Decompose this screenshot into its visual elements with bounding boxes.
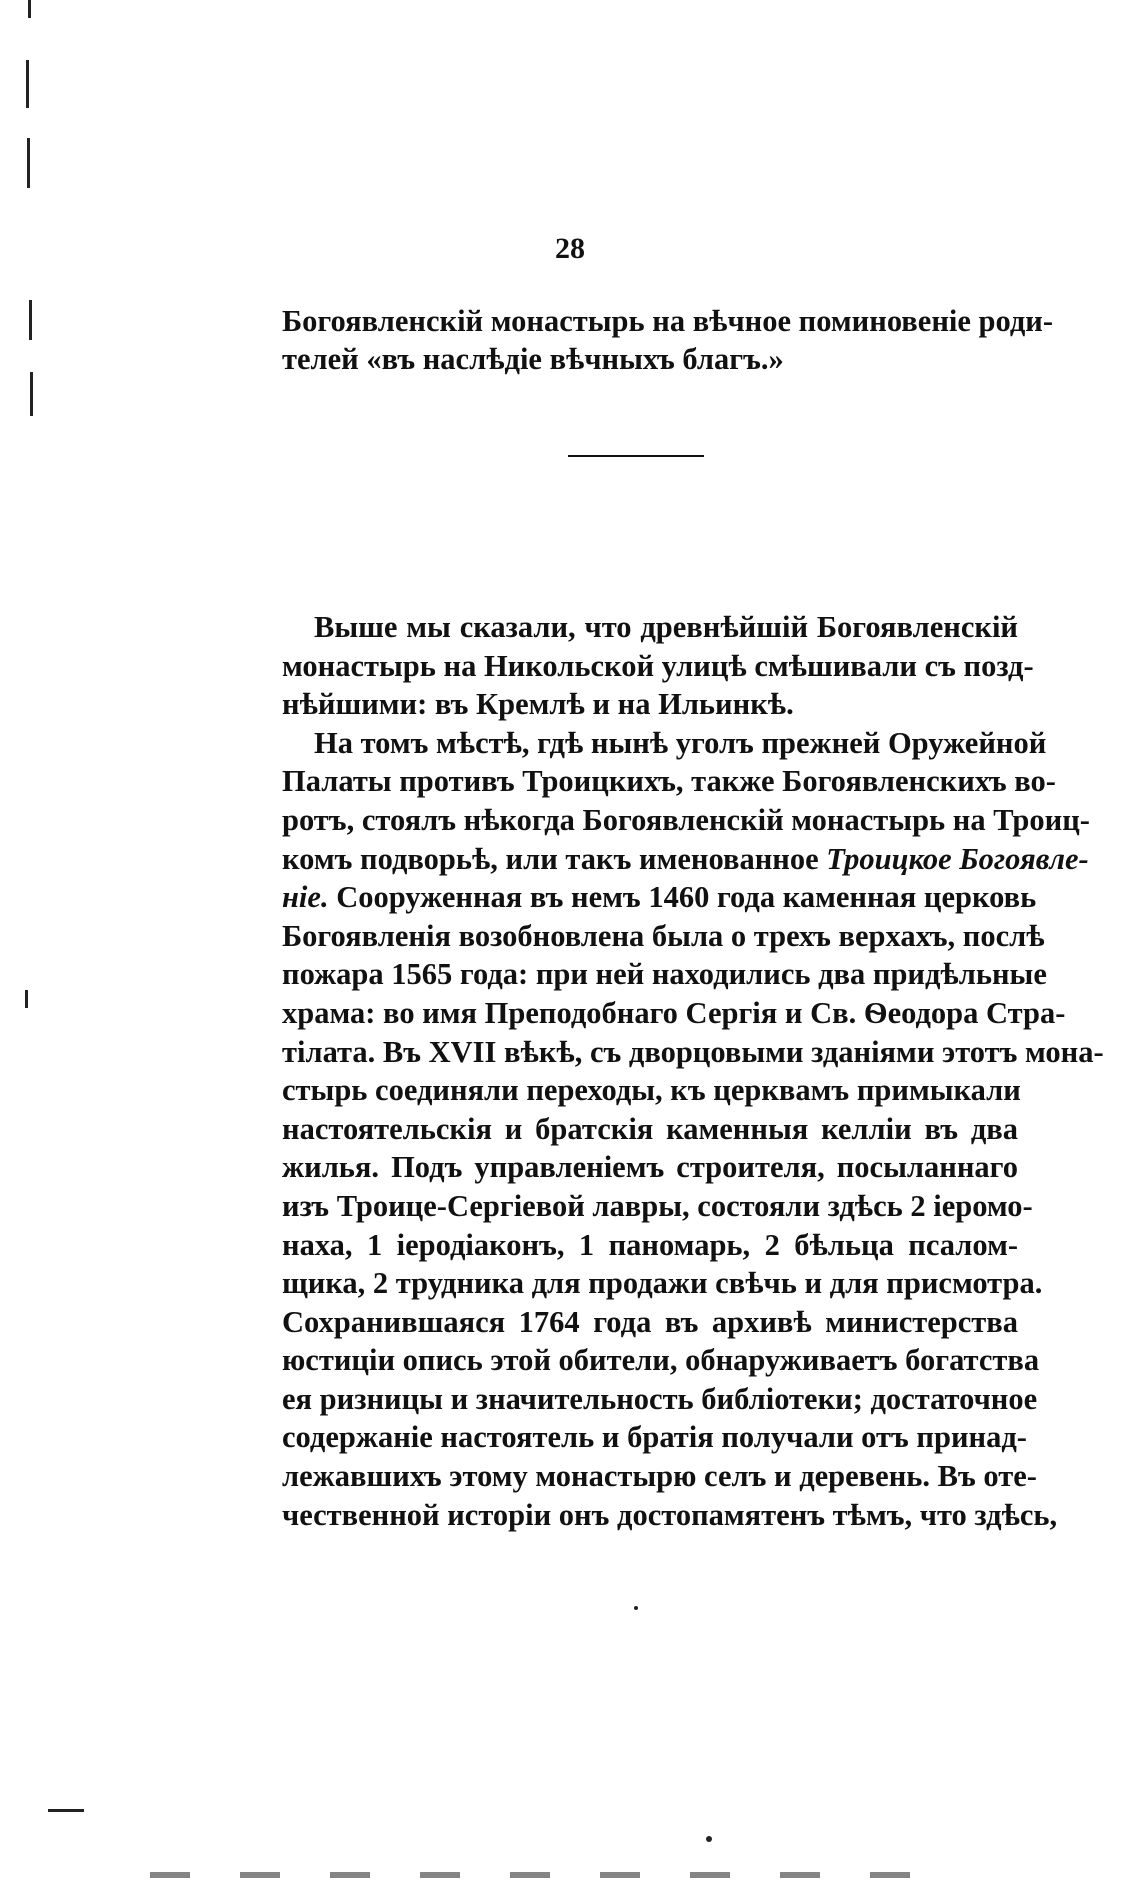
line-text: ротъ, стоялъ нѣкогда Богоявленскій монастырь на Троиц-: [282, 802, 1090, 837]
section-divider: [568, 455, 704, 457]
text-line: [282, 608, 1018, 647]
line-text: содержаніе настоятель и братія получали отъ принад-: [282, 1420, 1027, 1455]
text-line: [282, 1380, 1038, 1419]
text-line: [282, 1264, 1043, 1303]
body-text: [282, 608, 1104, 1534]
line-text: Выше мы сказали, что древнѣйшій Богоявленскій: [314, 610, 1018, 644]
text-line: [282, 994, 1066, 1033]
line-text: изъ Троице-Сергіевой лавры, состояли здѣсь 2 іеромо-: [282, 1188, 1033, 1223]
text-line: [282, 1071, 1021, 1110]
text-line: [282, 917, 1045, 956]
text-line: [282, 1457, 1037, 1496]
text-line: [282, 1148, 1018, 1187]
text-line: [282, 685, 1018, 724]
line-text: Сохранившаяся 1764 года въ архивѣ министерства: [282, 1304, 1018, 1339]
scan-margin-artifacts: [0, 0, 60, 1889]
line-text: нѣйшими: въ Кремлѣ и на Ильинкѣ.: [282, 687, 794, 722]
line-text: храма: во имя Преподобнаго Сергія и Св. Ѳеодора Стра-: [282, 995, 1066, 1030]
text-line: [282, 724, 1047, 763]
line-text: наха, 1 іеродіаконъ, 1 паномарь, 2 бѣльца псалом-: [282, 1227, 1018, 1262]
continued-paragraph: [282, 302, 1054, 378]
line-text: тілата. Въ XVII вѣкѣ, съ дворцовыми зданіями этотъ мона-: [282, 1034, 1104, 1069]
text-line: [282, 762, 1056, 801]
line-text: лежавшихъ этому монастырю селъ и деревень. Въ оте-: [282, 1459, 1037, 1494]
line-text: монастырь на Никольской улицѣ смѣшивали съ позд-: [282, 648, 1034, 683]
text-line: [282, 878, 1037, 917]
line-text: юстиціи опись этой обители, обнаруживаетъ богатства: [282, 1343, 1040, 1378]
line-text: На томъ мѣстѣ, гдѣ нынѣ уголъ прежней Оружейной: [314, 725, 1047, 760]
line-text: ея ризницы и значительность библіотеки; достаточное: [282, 1381, 1038, 1416]
line-text: комъ подворьѣ, или такъ именованное: [282, 841, 827, 876]
bleed-through-strip: [150, 1872, 930, 1878]
text-line: [282, 840, 1089, 879]
line-text: жилья. Подъ управленіемъ строителя, посыланнаго: [282, 1150, 1018, 1185]
text-line: [282, 955, 1047, 994]
text-line: [282, 1187, 1033, 1226]
text-line: Богоявленскій монастырь на вѣчное поминовеніе роди-: [282, 304, 1054, 338]
line-text: стырь соединяли переходы, къ церквамъ примыкали: [282, 1073, 1021, 1108]
line-text: щика, 2 трудника для продажи свѣчь и для присмотра.: [282, 1266, 1043, 1301]
line-text: пожара 1565 года: при ней находились два придѣльные: [282, 957, 1047, 992]
text-line: [282, 1418, 1027, 1457]
text-line: [282, 647, 1034, 686]
scan-edge-mark: [48, 1809, 84, 1812]
scan-speck: [634, 1606, 638, 1610]
text-line: [282, 1226, 1018, 1265]
text-line: [282, 1110, 1018, 1149]
italic-text: Троицкое Богоявле-: [826, 841, 1089, 876]
text-line: [282, 1303, 1018, 1342]
line-text: чественной исторіи онъ достопамятенъ тѣмъ, что здѣсь,: [282, 1497, 1058, 1532]
text-line: [282, 1341, 1040, 1380]
text-line: телей «въ наслѣдіе вѣчныхъ благъ.»: [282, 342, 784, 376]
text-line: [282, 801, 1090, 840]
text-line: [282, 1496, 1058, 1535]
line-text: Богоявленія возобновлена была о трехъ верхахъ, послѣ: [282, 918, 1045, 953]
line-text: настоятельскія и братскія каменныя келліи въ два: [282, 1111, 1018, 1146]
scan-speck: [706, 1836, 712, 1842]
italic-text: ніе.: [282, 880, 329, 915]
page-number: 28: [555, 232, 585, 265]
text-line: [282, 1033, 1104, 1072]
line-text: Палаты противъ Троицкихъ, также Богоявленскихъ во-: [282, 764, 1056, 799]
line-text: Сооруженная въ немъ 1460 года каменная церковь: [328, 880, 1037, 915]
